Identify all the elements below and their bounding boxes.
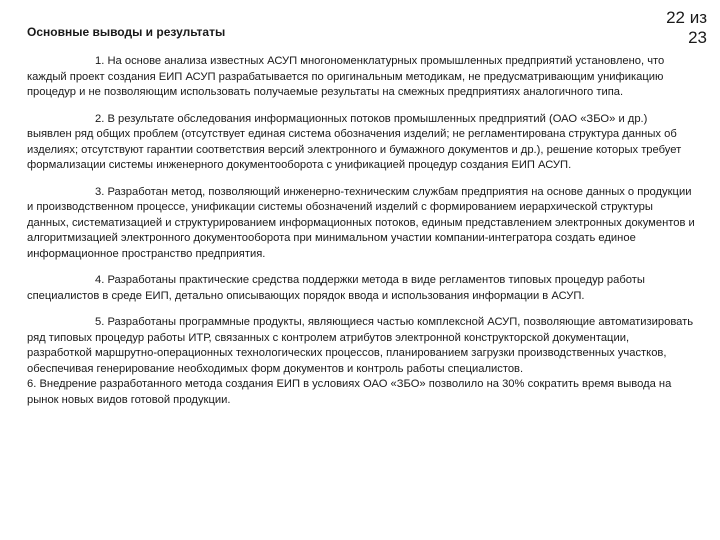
page-counter-total: 23 <box>688 28 707 47</box>
page-counter-current: 22 из <box>666 8 707 27</box>
page-counter <box>647 8 707 48</box>
conclusion-paragraph-4: 4. Разработаны практические средства поддержки метода в виде регламентов типовых процедур работы специалистов в среде ЕИП, детально описывающих порядок ввода и использования информации в АСУП. <box>27 274 645 302</box>
conclusion-paragraph-1: 1. На основе анализа известных АСУП многономенклатурных промышленных предприятий установлено, что каждый проект создания ЕИП АСУП разрабатывается по оригинальным методикам, не предусматривающим унификацию процедур и не позволяющим использовать получаемые результаты на смежных предприятиях аналогичного типа. <box>27 55 665 98</box>
conclusions-body <box>27 54 695 419</box>
page-title: Основные выводы и результаты <box>27 25 226 39</box>
conclusion-paragraph-3: 3. Разработан метод, позволяющий инженерно-техническим службам предприятия на основе данных о продукции и производственном процессе, унификации системы обозначений изделий с формированием иерархической структуры данных, систематизацией и структурированием информационных потоков, единым представлением электронных документов и алгоритмизацией электронного документооборота при минимальном участии компании-интегратора создать единое информационное пространство предприятия. <box>27 185 695 260</box>
conclusion-paragraph-2: 2. В результате обследования информационных потоков промышленных предприятий (ОАО «ЗБО» и др.) выявлен ряд общих проблем (отсутствует единая система обозначения изделий; не регламентирована структура данных об изделиях; отсутствуют гарантии соответствия версий электронного и бумажного документов и др.), решение которых требует формализации системы инженерного документооборота с унификацией процедур создания ЕИП АСУП. <box>27 112 682 171</box>
conclusion-paragraph-5: 5. Разработаны программные продукты, являющиеся частью комплексной АСУП, позволяющие автоматизировать ряд типовых процедур работы ИТР, связанных с контролем атрибутов электронной конструкторской документации, разработкой маршрутно-операционных технологических процессов, планированием загрузки производственных участков, обеспечивая генерирование необходимых форм документов и контроль работы специалистов. <box>27 316 694 375</box>
conclusion-paragraph-6: 6. Внедрение разработанного метода создания ЕИП в условиях ОАО «ЗБО» позволило на 30% сократить время вывода на рынок новых видов готовой продукции. <box>27 378 672 406</box>
